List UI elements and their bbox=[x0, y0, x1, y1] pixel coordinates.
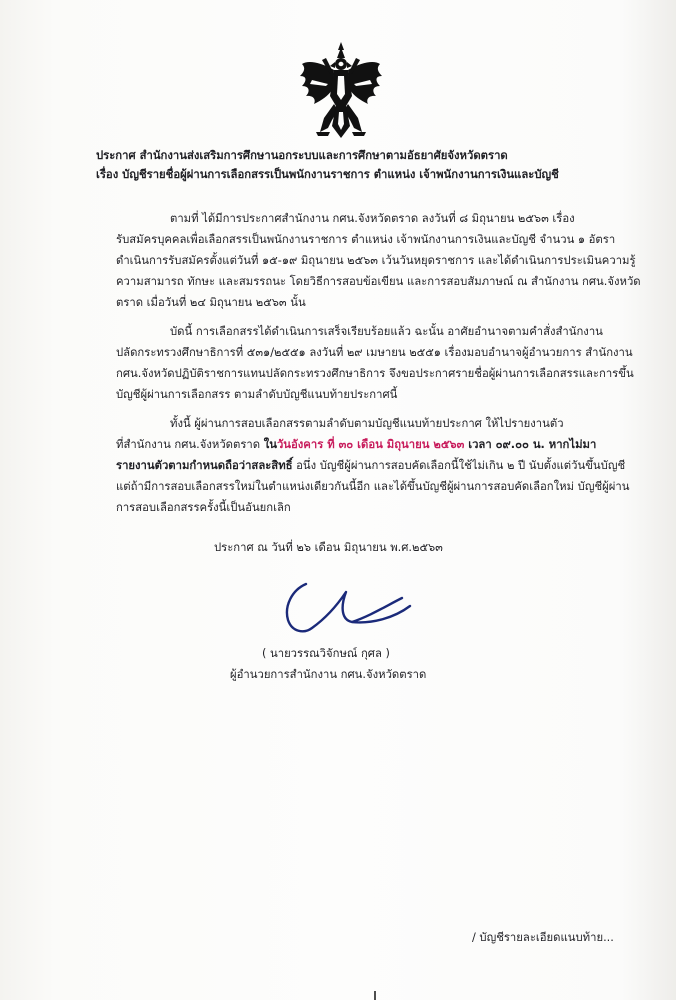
subject-heading: เรื่อง บัญชีรายชื่อผู้ผ่านการเลือกสรรเป็นพนักงานราชการ ตำแหน่ง เจ้าพนักงานการเงินและบัญชี bbox=[96, 168, 559, 181]
page-edge-mark-icon bbox=[372, 991, 378, 1000]
list-validity-text: อนึ่ง บัญชีผู้ผ่านการสอบคัดเลือกนี้ใช้ไม่เกิน ๒ ปี นับตั้งแต่วันขึ้นบัญชี bbox=[292, 459, 626, 472]
paragraph-1-line-5: ตราด เมื่อวันที่ ๒๔ มิถุนายน ๒๕๖๓ นั้น bbox=[116, 296, 306, 309]
garuda-emblem-icon bbox=[300, 40, 382, 140]
paragraph-1-line-1: ตามที่ ได้มีการประกาศสำนักงาน กศน.จังหวัดตราด ลงวันที่ ๘ มิถุนายน ๒๕๖๓ เรื่อง bbox=[170, 212, 575, 225]
paragraph-2-line-4: บัญชีผู้ผ่านการเลือกสรร ตามลำดับบัญชีแนบท้ายประกาศนี้ bbox=[116, 388, 398, 401]
signatory-position: ผู้อำนวยการสำนักงาน กศน.จังหวัดตราด bbox=[230, 668, 427, 681]
paragraph-1-line-4: ความสามารถ ทักษะ และสมรรถนะ โดยวิธีการสอบข้อเขียน และการสอบสัมภาษณ์ ณ สำนักงาน กศน.จังหวัด bbox=[116, 275, 641, 288]
paragraph-3-line-2 bbox=[116, 438, 596, 452]
paragraph-3-line-4: แต่ถ้ามีการสอบเลือกสรรใหม่ในตำแหน่งเดียวกันนี้อีก และได้ขึ้นบัญชีผู้ผ่านการสอบคัดเลือกใหม่ บัญชีผู้ผ่าน bbox=[116, 480, 630, 493]
handwritten-signature bbox=[282, 570, 432, 650]
paragraph-2-line-3: กศน.จังหวัดปฏิบัติราชการแทนปลัดกระทรวงศึกษาธิการ จึงขอประกาศรายชื่อผู้ผ่านการเลือกสรรและการขึ้น bbox=[116, 367, 634, 380]
announcement-heading: ประกาศ สำนักงานส่งเสริมการศึกษานอกระบบและการศึกษาตามอัธยาศัยจังหวัดตราด bbox=[96, 149, 508, 162]
signatory-name: ( นายวรรณวิจักษณ์ กุศล ) bbox=[262, 647, 390, 660]
report-location-text: ที่สำนักงาน กศน.จังหวัดตราด bbox=[116, 438, 264, 451]
paragraph-1-line-2: รับสมัครบุคคลเพื่อเลือกสรรเป็นพนักงานราชการ ตำแหน่ง เจ้าพนักงานการเงินและบัญชี จำนวน ๑ อัตรา bbox=[116, 233, 616, 246]
paragraph-3-line-1: ทั้งนี้ ผู้ผ่านการสอบเลือกสรรตามลำดับตามบัญชีแนบท้ายประกาศ ให้ไปรายงานตัว bbox=[170, 417, 564, 430]
paragraph-3-line-3 bbox=[116, 459, 625, 473]
announcement-date: ประกาศ ณ วันที่ ๒๖ เดือน มิถุนายน พ.ศ.๒๕๖๓ bbox=[214, 541, 443, 554]
report-in-word: ใน bbox=[263, 438, 277, 451]
paragraph-1-line-3: ดำเนินการรับสมัครตั้งแต่วันที่ ๑๕-๑๙ มิถุนายน ๒๕๖๓ เว้นวันหยุดราชการ และได้ดำเนินการประเมินความรู้ bbox=[116, 254, 636, 267]
paragraph-3-line-5: การสอบเลือกสรรครั้งนี้เป็นอันยกเลิก bbox=[116, 501, 291, 514]
attachment-note: / บัญชีรายละเอียดแนบท้าย... bbox=[472, 931, 614, 944]
paragraph-2-line-2: ปลัดกระทรวงศึกษาธิการที่ ๕๓๑/๒๕๕๑ ลงวันที่ ๒๙ เมษายน ๒๕๕๑ เรื่องมอบอำนาจผู้อำนวยการ สำนักงาน bbox=[116, 346, 633, 359]
report-time-text: เวลา ๐๙.๐๐ น. หากไม่มา bbox=[464, 438, 597, 451]
forfeit-rights-text: รายงานตัวตามกำหนดถือว่าสละสิทธิ์ bbox=[116, 459, 293, 472]
report-date-highlight: วันอังคาร ที่ ๓๐ เดือน มิถุนายน ๒๕๖๓ bbox=[276, 438, 465, 451]
paragraph-2-line-1: บัดนี้ การเลือกสรรได้ดำเนินการเสร็จเรียบร้อยแล้ว ฉะนั้น อาศัยอำนาจตามคำสั่งสำนักงาน bbox=[170, 325, 603, 338]
